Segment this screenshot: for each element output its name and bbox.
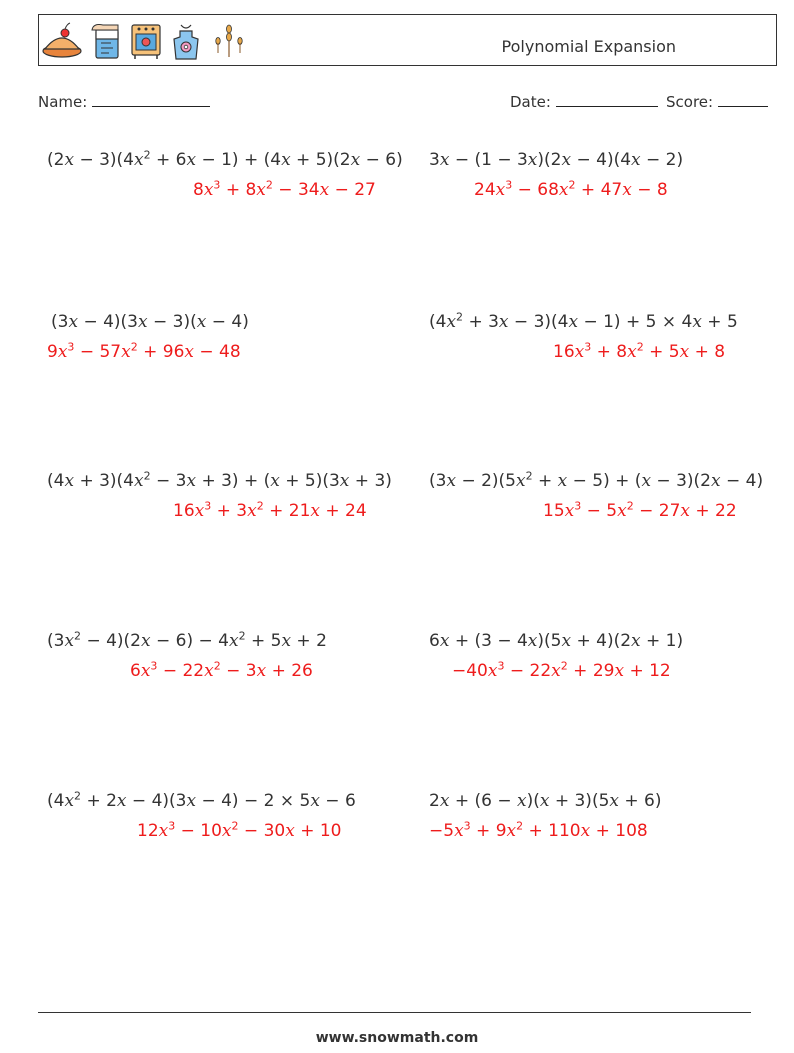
problem-1-answer: $8x^3 + 8x^2 - 34x - 27$ bbox=[193, 178, 376, 200]
problem-1-question: $(2x - 3)(4x^2 + 6x - 1) + (4x + 5)(2x - 6)$ bbox=[47, 148, 403, 170]
date-field[interactable] bbox=[510, 92, 658, 111]
problem-9-question: $(4x^2 + 2x - 4)(3x - 4) - 2 \times 5x - 6$ bbox=[47, 789, 356, 811]
problem-3-question: (3x − 4)(3x − 3)(x − 4) bbox=[51, 312, 249, 332]
problem-10-question: 2x + (6 − x)(x + 3)(5x + 6) bbox=[429, 791, 662, 811]
problem-3 bbox=[47, 312, 249, 362]
problem-8-question: 6x + (3 − 4x)(5x + 4)(2x + 1) bbox=[429, 631, 684, 651]
footer-url[interactable]: www.snowmath.com bbox=[315, 1030, 479, 1046]
problem-6-question: $(3x - 2)(5x^2 + x - 5) + (x - 3)(2x - 4)$ bbox=[429, 469, 764, 491]
problem-9 bbox=[47, 789, 356, 841]
problem-9-answer: $12x^3 - 10x^2 - 30x + 10$ bbox=[137, 819, 342, 841]
worksheet-title: Polynomial Expansion bbox=[501, 37, 676, 56]
measuring-cup-icon bbox=[89, 21, 123, 61]
problem-4-question: $(4x^2 + 3x - 3)(4x - 1) + 5 \times 4x + 5$ bbox=[429, 310, 738, 332]
problem-6 bbox=[429, 469, 764, 521]
problem-6-answer: $15x^3 - 5x^2 - 27x + 22$ bbox=[543, 499, 737, 521]
problem-5-question: $(4x + 3)(4x^2 - 3x + 3) + (x + 5)(3x + 3)$ bbox=[47, 469, 392, 491]
problem-10 bbox=[429, 791, 662, 841]
problem-8-answer: $-40x^3 - 22x^2 + 29x + 12$ bbox=[452, 659, 671, 681]
apron-icon bbox=[169, 21, 203, 61]
pie-icon bbox=[41, 21, 83, 61]
problem-7-answer: $6x^3 - 22x^2 - 3x + 26$ bbox=[130, 659, 313, 681]
name-label: Name: bbox=[38, 93, 88, 111]
problem-5 bbox=[47, 469, 392, 521]
score-field[interactable] bbox=[666, 92, 768, 111]
problem-5-answer: $16x^3 + 3x^2 + 21x + 24$ bbox=[173, 499, 367, 521]
problem-7 bbox=[47, 629, 327, 681]
problem-1 bbox=[47, 148, 403, 200]
problem-2-question: 3x − (1 − 3x)(2x − 4)(4x − 2) bbox=[429, 150, 684, 170]
date-blank[interactable] bbox=[556, 92, 658, 107]
footer-divider bbox=[38, 1012, 751, 1013]
problem-10-answer: $-5x^3 + 9x^2 + 110x + 108$ bbox=[429, 819, 648, 841]
problem-4 bbox=[429, 310, 738, 362]
wheat-icon bbox=[209, 21, 249, 61]
problem-3-answer: $9x^3 - 57x^2 + 96x - 48$ bbox=[47, 340, 241, 362]
problem-2-answer: $24x^3 - 68x^2 + 47x - 8$ bbox=[474, 178, 668, 200]
name-blank[interactable] bbox=[92, 92, 210, 107]
header-icons bbox=[41, 21, 249, 61]
oven-icon bbox=[129, 21, 163, 61]
worksheet-header bbox=[38, 14, 777, 66]
problem-2 bbox=[429, 150, 684, 200]
name-field[interactable] bbox=[38, 92, 210, 111]
score-label: Score: bbox=[666, 93, 714, 111]
score-blank[interactable] bbox=[718, 92, 768, 107]
problem-8 bbox=[429, 631, 684, 681]
problem-4-answer: $16x^3 + 8x^2 + 5x + 8$ bbox=[553, 340, 726, 362]
date-label: Date: bbox=[510, 93, 551, 111]
problem-7-question: $(3x^2 - 4)(2x - 6) - 4x^2 + 5x + 2$ bbox=[47, 629, 327, 651]
